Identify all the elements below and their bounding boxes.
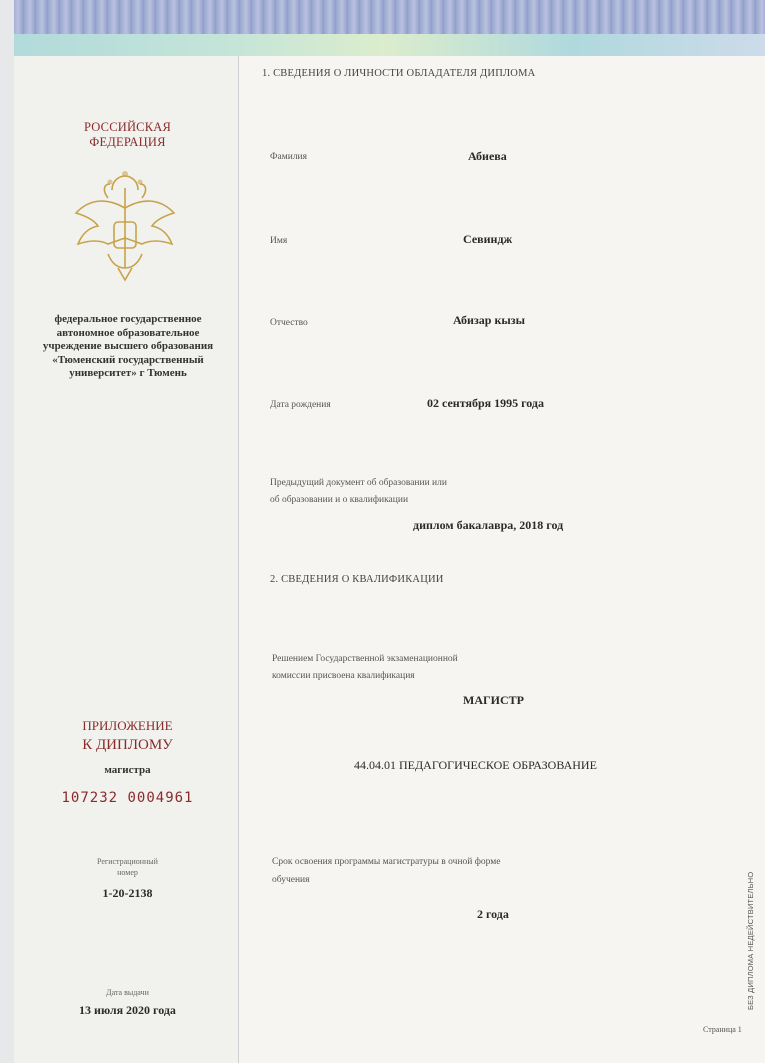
program-value: 44.04.01 ПЕДАГОГИЧЕСКОЕ ОБРАЗОВАНИЕ	[354, 758, 597, 772]
coat-of-arms-icon	[68, 168, 183, 288]
reg-label-line-2: номер	[117, 868, 138, 877]
section-1-title: 1. СВЕДЕНИЯ О ЛИЧНОСТИ ОБЛАДАТЕЛЯ ДИПЛОМА	[262, 68, 536, 79]
appendix-to: К ДИПЛОМУ	[82, 737, 173, 753]
country-line-2: ФЕДЕРАЦИЯ	[89, 135, 166, 149]
duration-value: 2 года	[477, 907, 509, 921]
prev-doc-label-1: Предыдущий документ об образовании или	[270, 478, 447, 488]
appendix-title: ПРИЛОЖЕНИЕ	[82, 718, 173, 733]
panel-divider	[238, 56, 239, 1063]
name-value: Севиндж	[463, 232, 513, 246]
side-note-text: БЕЗ ДИПЛОМА НЕДЕЙСТВИТЕЛЬНО	[746, 871, 755, 1010]
decorative-top-band	[0, 0, 765, 34]
name-label: Имя	[270, 236, 288, 246]
country-line-1: РОССИЙСКАЯ	[83, 120, 172, 134]
patronymic-value: Абизар кызы	[453, 313, 525, 327]
duration-label-1: Срок освоения программы магистратуры в очной форме	[272, 857, 501, 867]
decorative-rainbow-band	[0, 34, 765, 56]
country-name	[40, 120, 215, 150]
side-note	[742, 800, 762, 1010]
birth-date-value: 02 сентября 1995 года	[427, 396, 544, 410]
reg-number-label	[40, 856, 215, 878]
decision-label-2: комиссии присвоена квалификация	[272, 671, 415, 681]
reg-number: 1-20-2138	[102, 886, 153, 900]
degree-type: магистра	[104, 764, 151, 776]
reg-label-line-1: Регистрационный	[97, 857, 158, 866]
birth-date-label: Дата рождения	[270, 400, 331, 410]
qualification-value: МАГИСТР	[463, 693, 524, 707]
issue-date: 13 июля 2020 года	[79, 1003, 176, 1017]
organization-name: федеральное государственное автономное образовательное учреждение высшего образования «Тюменский государственный университет» г Тюмень	[42, 313, 214, 379]
prev-doc-label-2: об образовании и о квалификации	[270, 495, 409, 505]
issue-date-label: Дата выдачи	[106, 988, 149, 997]
decision-label-1: Решением Государственной экзаменационной	[272, 654, 458, 664]
prev-doc-value: диплом бакалавра, 2018 год	[413, 518, 564, 532]
serial-number: 107232 0004961	[61, 790, 194, 806]
page-number: Страница 1	[703, 1025, 742, 1034]
section-2-title: 2. СВЕДЕНИЯ О КВАЛИФИКАЦИИ	[270, 574, 444, 585]
surname-label: Фамилия	[270, 152, 308, 162]
page-edge	[0, 0, 14, 1063]
patronymic-label: Отчество	[270, 318, 308, 328]
surname-value: Абиева	[468, 149, 507, 163]
duration-label-2: обучения	[272, 875, 310, 885]
